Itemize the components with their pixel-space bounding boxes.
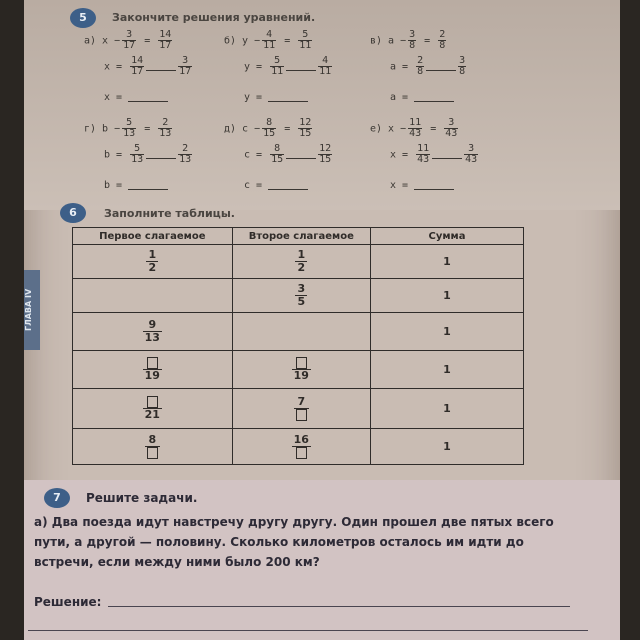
first-addend-cell	[73, 389, 233, 429]
fraction: $\frac{14}{17}$	[131, 55, 144, 77]
sum-cell: 1	[370, 429, 523, 465]
operation-blank[interactable]	[146, 62, 176, 71]
fraction: $\frac{3}{8}$	[409, 29, 416, 51]
fraction: $\frac{2}{13}$	[159, 117, 172, 139]
header-sum: Сумма	[370, 228, 523, 245]
chapter-side-tab: ГЛАВА IV	[24, 270, 40, 350]
equation-g-answer: b =	[104, 180, 168, 191]
task-line-2: пути, а другой — половину. Сколько километров осталось им идти до	[34, 535, 524, 549]
equation-d-line-1: д) c − $\frac{8}{15}$ = $\frac{12}{15}$	[224, 117, 312, 139]
solution-label: Решение:	[34, 595, 102, 609]
operation-blank[interactable]	[426, 62, 456, 71]
header-second-addend: Второе слагаемое	[232, 228, 370, 245]
exercise-5-number: 5	[70, 8, 96, 28]
equation-a-answer: x =	[104, 92, 168, 103]
equation-v-line-1: в) a − $\frac{3}{8}$ = $\frac{2}{8}$	[370, 29, 446, 51]
fraction: $\frac{12}{15}$	[299, 117, 312, 139]
empty-box[interactable]	[296, 357, 307, 369]
fraction: $\frac{3}{8}$	[459, 55, 466, 77]
second-addend-cell	[232, 279, 370, 313]
equation-g-line-1: г) b − $\frac{5}{13}$ = $\frac{2}{13}$	[84, 117, 172, 139]
first-addend-cell[interactable]	[73, 279, 233, 313]
fraction: $\frac{3}{43}$	[445, 117, 458, 139]
fraction: $\frac{3}{43}$	[465, 143, 478, 165]
answer-blank[interactable]	[268, 93, 308, 102]
equation-b-answer: y =	[244, 92, 308, 103]
empty-box[interactable]	[296, 447, 307, 459]
header-first-addend: Первое слагаемое	[73, 228, 233, 245]
equation-g-line-2: b = $\frac{5}{13}$ $\frac{2}{13}$	[104, 143, 192, 165]
exercise-5-title: Закончите решения уравнений.	[112, 11, 316, 24]
equation-e-answer: x =	[390, 180, 454, 191]
operation-blank[interactable]	[146, 150, 176, 159]
answer-blank[interactable]	[414, 93, 454, 102]
fraction: 8	[145, 434, 160, 459]
answer-blank[interactable]	[128, 93, 168, 102]
sum-cell: 1	[370, 279, 523, 313]
solution-line-1[interactable]	[108, 606, 570, 607]
empty-box[interactable]	[296, 409, 307, 421]
fraction: 7	[294, 396, 309, 421]
empty-box[interactable]	[147, 396, 158, 408]
table-row	[73, 389, 524, 429]
fraction: $\frac{12}{15}$	[319, 143, 332, 165]
sum-cell: 1	[370, 351, 523, 389]
solution-line-2[interactable]	[28, 630, 588, 631]
fraction: $\frac{2}{13}$	[179, 143, 192, 165]
equation-e-line-1: е) x − $\frac{11}{43}$ = $\frac{3}{43}$	[370, 117, 458, 139]
operation-blank[interactable]	[286, 150, 316, 159]
fraction: $\frac{4}{11}$	[319, 55, 332, 77]
empty-box[interactable]	[147, 447, 158, 459]
fraction: $\frac{5}{11}$	[271, 55, 284, 77]
task-line-1: а) Два поезда идут навстречу другу другу. Один прошел две пятых всего	[34, 515, 554, 529]
fraction: $\frac{11}{43}$	[417, 143, 430, 165]
answer-blank[interactable]	[414, 181, 454, 190]
fraction: 19	[143, 357, 162, 382]
table-row	[73, 245, 524, 279]
exercise-7-number: 7	[44, 488, 70, 508]
empty-box[interactable]	[147, 357, 158, 369]
equation-d-line-2: c = $\frac{8}{15}$ $\frac{12}{15}$	[244, 143, 332, 165]
equation-a-line-2: x = $\frac{14}{17}$ $\frac{3}{17}$	[104, 55, 192, 77]
first-addend-cell	[73, 351, 233, 389]
fraction: $\frac{11}{43}$	[409, 117, 422, 139]
fraction: $\frac{1}{2}$	[148, 247, 157, 274]
sum-cell: 1	[370, 313, 523, 351]
fraction: $\frac{3}{17}$	[179, 55, 192, 77]
task-line-3: встречи, если между ними было 200 км?	[34, 555, 320, 569]
table-row	[73, 279, 524, 313]
fraction: $\frac{3}{17}$	[123, 29, 136, 51]
sum-cell: 1	[370, 389, 523, 429]
fraction: $\frac{5}{11}$	[299, 29, 312, 51]
fraction: $\frac{4}{11}$	[263, 29, 276, 51]
exercise-6-number: 6	[60, 203, 86, 223]
second-addend-cell	[232, 389, 370, 429]
fraction: 19	[292, 357, 311, 382]
exercise-7-title: Решите задачи.	[86, 491, 198, 505]
fraction: $\frac{5}{13}$	[131, 143, 144, 165]
equation-d-answer: c =	[244, 180, 308, 191]
fraction: 16	[292, 434, 311, 459]
fraction: $\frac{9}{13}$	[144, 317, 160, 344]
fraction: $\frac{2}{8}$	[439, 29, 446, 51]
first-addend-cell	[73, 245, 233, 279]
equation-v-line-2: a = $\frac{2}{8}$ $\frac{3}{8}$	[390, 55, 466, 77]
table-row	[73, 429, 524, 465]
first-addend-cell	[73, 313, 233, 351]
equation-e-line-2: x = $\frac{11}{43}$ $\frac{3}{43}$	[390, 143, 478, 165]
fraction: $\frac{1}{2}$	[297, 247, 306, 274]
answer-blank[interactable]	[128, 181, 168, 190]
fraction: $\frac{2}{8}$	[417, 55, 424, 77]
equation-a-line-1: а) x − $\frac{3}{17}$ = $\frac{14}{17}$	[84, 29, 172, 51]
fraction: $\frac{8}{15}$	[263, 117, 276, 139]
sum-cell: 1	[370, 245, 523, 279]
exercise-6-title: Заполните таблицы.	[104, 207, 235, 220]
fraction: $\frac{14}{17}$	[159, 29, 172, 51]
second-addend-cell	[232, 351, 370, 389]
fraction: 21	[143, 396, 162, 421]
operation-blank[interactable]	[432, 150, 462, 159]
equation-b-line-1: б) y − $\frac{4}{11}$ = $\frac{5}{11}$	[224, 29, 312, 51]
table-row	[73, 313, 524, 351]
workbook-page	[24, 0, 620, 640]
operation-blank[interactable]	[286, 62, 316, 71]
second-addend-cell	[232, 429, 370, 465]
second-addend-cell	[232, 245, 370, 279]
fraction: $\frac{5}{13}$	[123, 117, 136, 139]
table-row	[73, 351, 524, 389]
equation-v-answer: a =	[390, 92, 454, 103]
answer-blank[interactable]	[268, 181, 308, 190]
first-addend-cell	[73, 429, 233, 465]
second-addend-cell[interactable]	[232, 313, 370, 351]
fraction: $\frac{3}{5}$	[297, 281, 306, 308]
fraction: $\frac{8}{15}$	[271, 143, 284, 165]
equation-b-line-2: y = $\frac{5}{11}$ $\frac{4}{11}$	[244, 55, 332, 77]
sum-table	[72, 227, 524, 465]
